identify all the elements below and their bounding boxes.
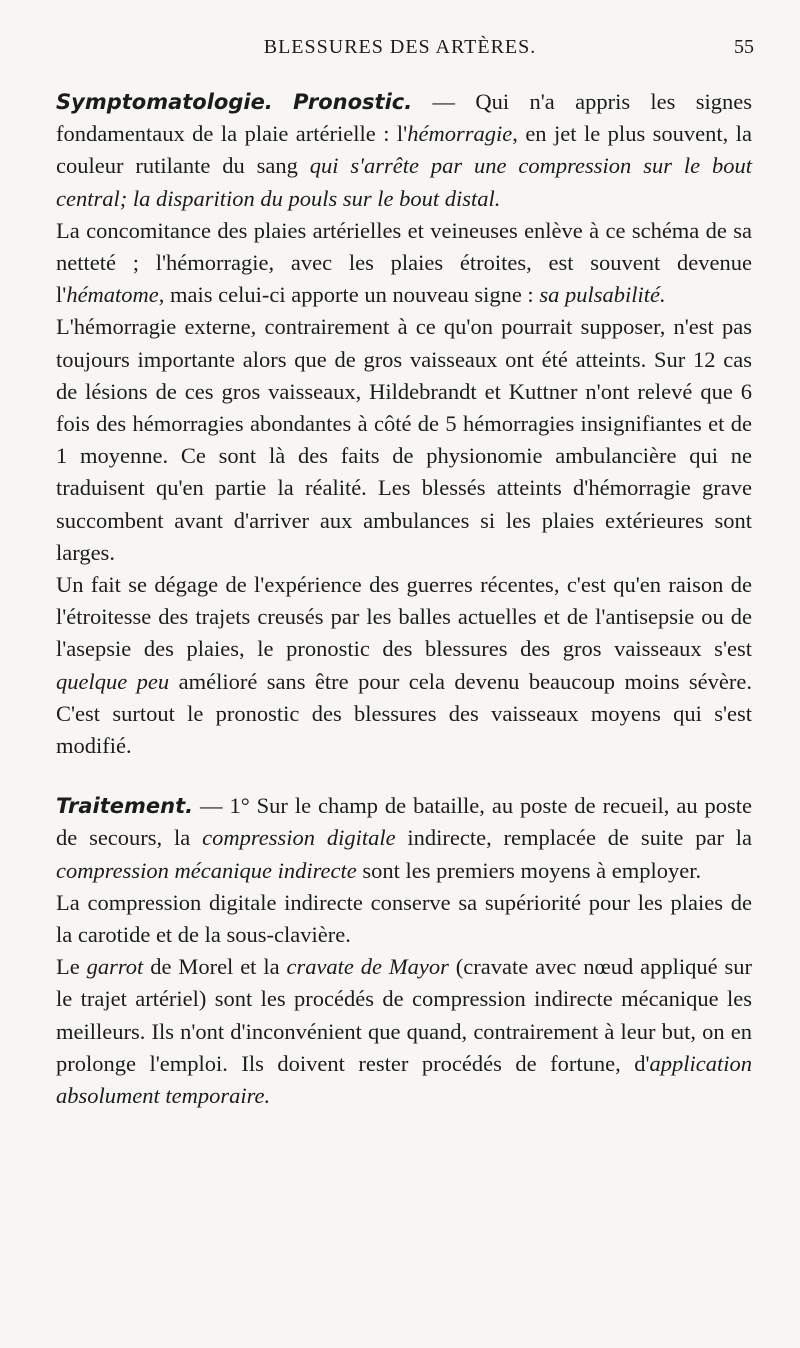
heading-pronostic: Pronostic.	[293, 90, 413, 114]
text-run: (cravate avec nœud appliqué sur le trajet artériel) sont les procédés de compression indirecte mécanique les meilleurs. Ils n'ont d'inconvénient que quand, contrairement à leur but, on en prolonge l'emploi. Ils doivent rester procédés de fortune, d'	[56, 954, 752, 1076]
text-run: — 1° Sur le champ de bataille, au poste de recueil, au poste de secours, la	[56, 793, 752, 851]
page-number: 55	[734, 36, 754, 58]
italic-run: hématome	[66, 282, 159, 308]
paragraph-traitement-intro	[56, 790, 752, 887]
italic-run: hémorragie	[407, 121, 513, 147]
italic-run: application absolument temporaire.	[56, 1050, 752, 1109]
text-run: — Qui n'a appris les signes fondamentaux de la plaie artérielle : l'	[56, 89, 752, 147]
italic-run: cravate de Mayor	[286, 954, 449, 980]
section-gap	[56, 762, 752, 790]
text-run: amélioré sans être pour cela devenu beaucoup moins sévère. C'est surtout le pronostic des blessures des vaisseaux moyens qui s'est modifié.	[56, 668, 752, 759]
body-text	[56, 86, 752, 1112]
paragraph-garrot	[56, 951, 752, 1112]
italic-run: garrot	[86, 954, 144, 980]
text-run: Le	[56, 954, 87, 980]
paragraph-pronostic	[56, 569, 752, 762]
text-run: , mais celui-ci apporte un nouveau signe :	[158, 282, 540, 308]
paragraph-symptom-intro	[56, 86, 752, 215]
paragraph-concomitance	[56, 215, 752, 312]
text-run: indirecte, remplacée de suite par la	[395, 825, 752, 851]
paragraph-hemorragie-externe: L'hémorragie externe, contrairement à ce qu'on pourrait supposer, n'est pas toujours importante alors que de gros vaisseaux ont été atteints. Sur 12 cas de lésions de ces gros vaisseaux, Hildebrandt et Kuttner n'ont relevé que 6 fois des hémorragies abondantes à côté de 5 hémorragies insignifiantes et de 1 moyenne. Ce sont là des faits de physionomie ambulancière qui ne traduisent qu'en partie la réalité. Les blessés atteints d'hémorragie grave succombent avant d'arriver aux ambulances si les plaies extérieures sont larges.	[56, 314, 752, 565]
italic-run: sa pulsabilité.	[539, 282, 666, 308]
italic-run: qui s'arrête par une compression sur le bout central; la disparition du pouls sur le bout distal.	[56, 153, 752, 211]
text-run: La concomitance des plaies artérielles et veineuses enlève à ce schéma de sa netteté ; l'hémorragie, avec les plaies étroites, est souvent devenue l'	[56, 217, 752, 308]
italic-run: compression mécanique indirecte	[56, 857, 357, 883]
text-run: , en jet le plus souvent, la couleur rutilante du sang	[56, 121, 752, 179]
paragraph-compression-digitale: La compression digitale indirecte conserve sa supériorité pour les plaies de la carotide et de la sous-clavière.	[56, 889, 752, 948]
running-head	[0, 8, 800, 58]
running-title: BLESSURES DES ARTÈRES.	[263, 36, 537, 58]
heading-traitement: Traitement.	[56, 794, 194, 819]
text-run: sont les premiers moyens à employer.	[356, 857, 702, 883]
text-run: de Morel et la	[143, 954, 287, 980]
text-run: Un fait se dégage de l'expérience des guerres récentes, c'est qu'en raison de l'étroitesse des trajets creusés par les balles actuelles et de l'antisepsie ou de l'asepsie des plaies, le pronostic des blessures des gros vaisseaux s'est	[56, 572, 752, 662]
italic-run: compression digitale	[202, 825, 396, 851]
heading-symptomatologie: Symptomatologie.	[56, 90, 273, 114]
italic-run: quelque peu	[56, 668, 170, 694]
